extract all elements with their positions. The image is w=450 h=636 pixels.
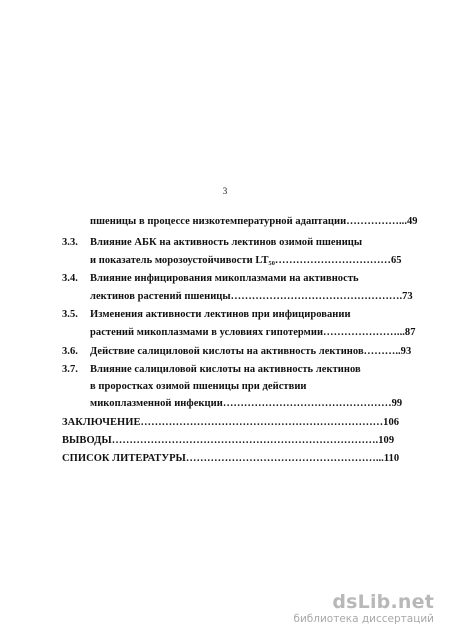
toc-number: 3.7.	[62, 364, 78, 375]
toc-number: 3.6.	[62, 346, 78, 357]
toc-text: ВЫВОДЫ………………………………………………………………….109	[62, 435, 395, 446]
toc-text: Влияние инфицирования микоплазмами на активность	[90, 273, 359, 284]
toc-number: 3.3.	[62, 237, 78, 248]
toc-text: Влияние АБК на активность лектинов озимой пшеницы	[90, 237, 363, 248]
watermark-caption: библиотека диссертаций	[293, 613, 434, 625]
toc-text: в проростках озимой пшеницы при действии	[90, 381, 307, 392]
watermark-logo	[293, 592, 434, 626]
toc-number: 3.4.	[62, 273, 78, 284]
toc-text: СПИСОК ЛИТЕРАТУРЫ………………………………………………...110	[62, 453, 400, 464]
toc-text: микоплазменной инфекции…………………………………………99	[90, 398, 403, 409]
page-number: 3	[222, 186, 228, 196]
toc-text: Влияние салициловой кислоты на активность лектинов	[90, 364, 361, 375]
toc-text: пшеницы в процессе низкотемпературной адаптации……………...49	[90, 216, 418, 227]
watermark-logo-text: dsLib.net	[332, 591, 434, 613]
toc-text: Изменения активности лектинов при инфицировании	[90, 309, 351, 320]
toc-text: растений микоплазмами в условиях гипотермии…………………...87	[90, 327, 416, 338]
toc-text: ЗАКЛЮЧЕНИЕ……………………………………………………………106	[62, 417, 400, 428]
toc-number: 3.5.	[62, 309, 78, 320]
toc-text: и показатель морозоустойчивости LT₅₀……………………………65	[90, 255, 402, 266]
toc-text: лектинов растений пшеницы………………………………………….73	[90, 291, 413, 302]
toc-text: Действие салициловой кислоты на активность лектинов………..93	[90, 346, 412, 357]
